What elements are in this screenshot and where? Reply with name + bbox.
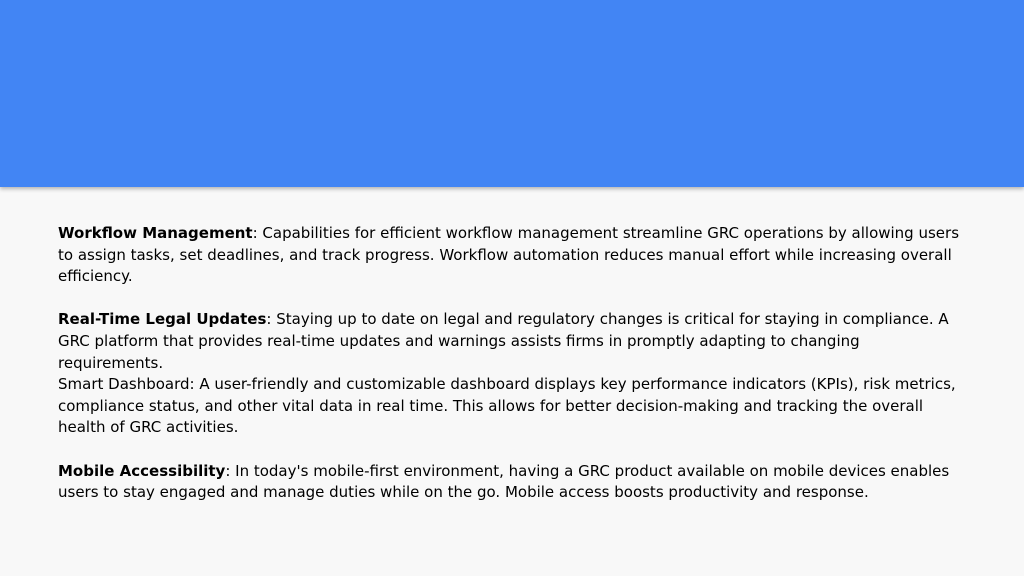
paragraph-gap bbox=[58, 439, 968, 461]
paragraph-gap bbox=[58, 288, 968, 310]
header-band bbox=[0, 0, 1024, 187]
paragraph-workflow-management bbox=[58, 223, 968, 288]
body-text bbox=[58, 223, 968, 504]
text-smart-dashboard: Smart Dashboard: A user-friendly and customizable dashboard displays key performance indicators (KPIs), risk metrics, compliance status, and other vital data in real time. This allows for better decision-making and tracking the overall health of GRC activities. bbox=[58, 375, 956, 437]
text-workflow-management: : Capabilities for efficient workflow management streamline GRC operations by allowing users to assign tasks, set deadlines, and track progress. Workflow automation reduces manual effort while increasing overall efficiency. bbox=[58, 224, 960, 286]
paragraph-smart-dashboard bbox=[58, 374, 968, 439]
term-real-time-legal-updates: Real-Time Legal Updates bbox=[58, 310, 267, 329]
text-mobile-accessibility: : In today's mobile-first environment, having a GRC product available on mobile devices enables users to stay engaged and manage duties while on the go. Mobile access boosts productivity and response. bbox=[58, 461, 950, 502]
paragraph-mobile-accessibility bbox=[58, 461, 968, 504]
text-real-time-legal-updates: : Staying up to date on legal and regulatory changes is critical for staying in compliance. A GRC platform that provides real-time updates and warnings assists firms in promptly adapting to changing requirements. bbox=[58, 310, 949, 372]
term-workflow-management: Workflow Management bbox=[58, 224, 253, 242]
paragraph-real-time-legal-updates bbox=[58, 309, 968, 374]
term-mobile-accessibility: Mobile Accessibility bbox=[58, 461, 226, 480]
